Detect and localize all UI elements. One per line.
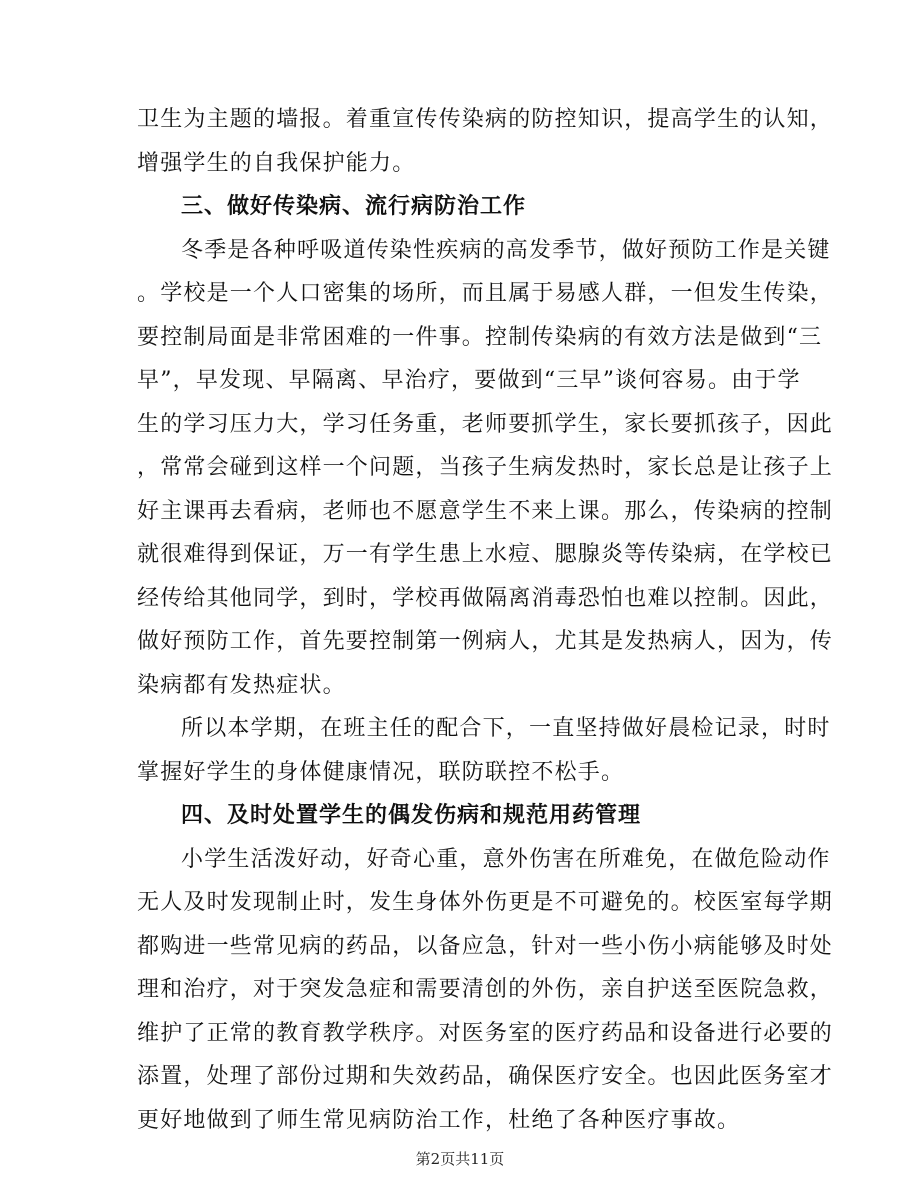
body-text-line: 经传给其他同学，到时，学校再做隔离消毒恐怕也难以控制。因此， [137,586,834,611]
body-text-line: 添置，处理了部份过期和失效药品，确保医疗安全。也因此医务室才 [137,1064,834,1089]
body-text-line: 所以本学期，在班主任的配合下，一直坚持做好晨检记录，时时 [181,716,831,741]
body-text-line: 都购进一些常见病的药品，以备应急，针对一些小伤小病能够及时处 [137,934,834,959]
section-heading-3: 三、做好传染病、流行病防治工作 [181,194,527,219]
body-text-line: 。学校是一个人口密集的场所，而且属于易感人群，一但发生传染， [137,281,834,306]
body-text-line: 好主课再去看病，老师也不愿意学生不来上课。那么，传染病的控制 [137,499,834,524]
body-text-line: 掌握好学生的身体健康情况，联防联控不松手。 [137,760,625,785]
body-text-line: 染病都有发热症状。 [137,673,346,698]
body-text-line: 生的学习压力大，学习任务重，老师要抓学生，家长要抓孩子，因此 [137,412,834,437]
body-text-line: 做好预防工作，首先要控制第一例病人，尤其是发热病人，因为，传 [137,629,834,654]
body-text-line: ，常常会碰到这样一个问题，当孩子生病发热时，家长总是让孩子上 [137,455,834,480]
body-text-line: 小学生活泼好动，好奇心重，意外伤害在所难免，在做危险动作 [181,847,831,872]
body-text-line: 就很难得到保证，万一有学生患上水痘、腮腺炎等传染病，在学校已 [137,542,834,567]
page-number-footer: 第2页共11页 [415,1150,505,1168]
body-text-line: 要控制局面是非常困难的一件事。控制传染病的有效方法是做到“三 [137,325,823,350]
body-text-line: 理和治疗，对于突发急症和需要清创的外伤，亲自护送至医院急救， [137,977,834,1002]
body-text-line: 无人及时发现制止时，发生身体外伤更是不可避免的。校医室每学期 [137,890,834,915]
body-text-line: 维护了正常的教育教学秩序。对医务室的医疗药品和设备进行必要的 [137,1021,834,1046]
body-text-line: 增强学生的自我保护能力。 [137,151,416,176]
section-heading-4: 四、及时处置学生的偶发伤病和规范用药管理 [181,803,642,828]
body-text-line: 更好地做到了师生常见病防治工作，杜绝了各种医疗事故。 [137,1108,741,1133]
body-text-line: 早”，早发现、早隔离、早治疗，要做到“三早”谈何容易。由于学 [137,368,801,393]
body-text-line: 卫生为主题的墙报。着重宣传传染病的防控知识，提高学生的认知， [137,107,834,132]
body-text-line: 冬季是各种呼吸道传染性疾病的高发季节，做好预防工作是关键 [181,238,831,263]
